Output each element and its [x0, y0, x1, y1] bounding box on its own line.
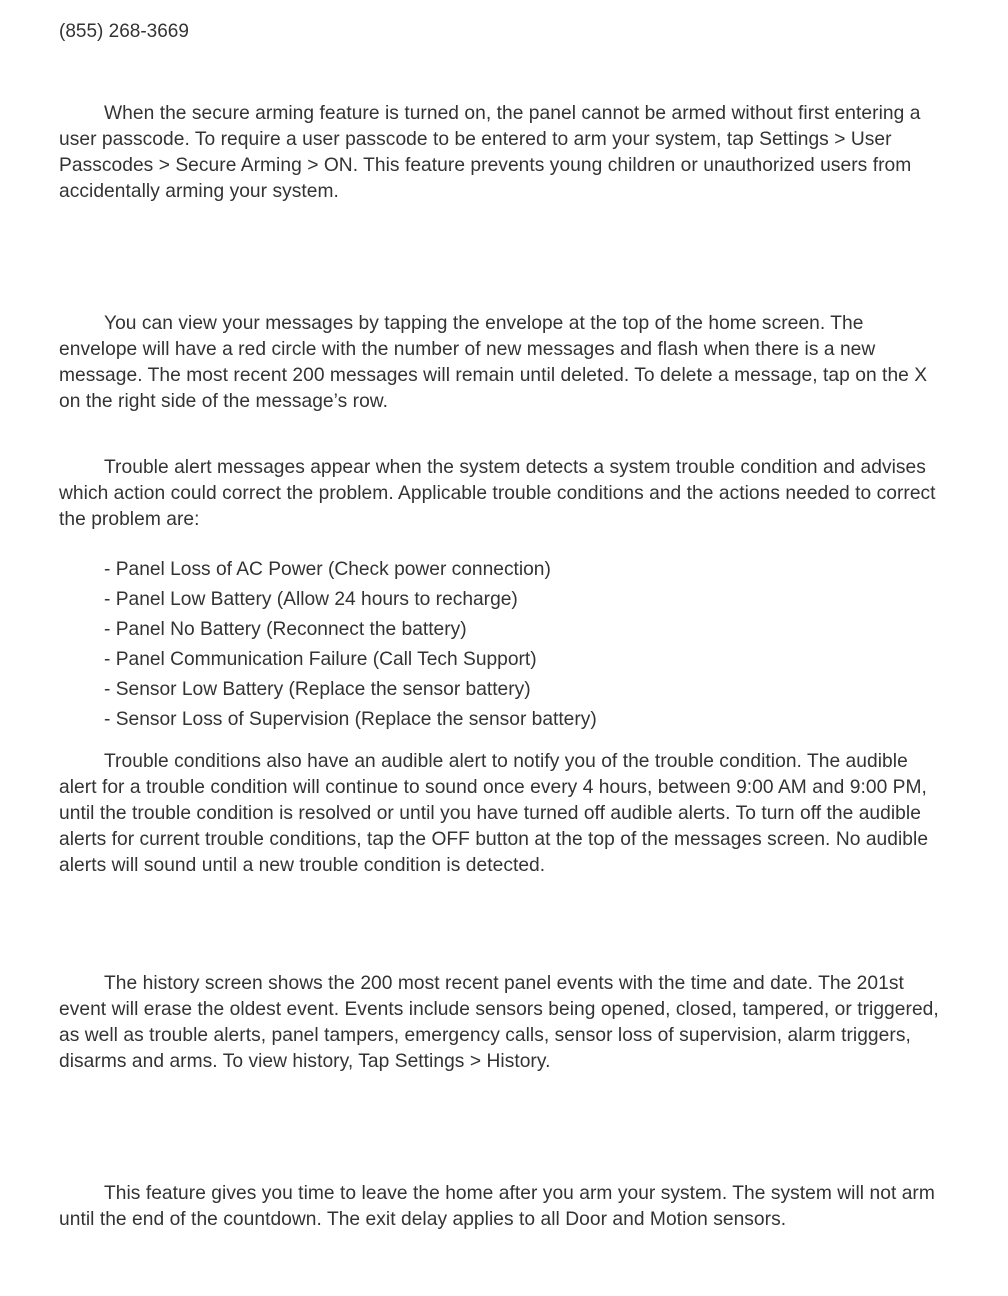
paragraph-history: The history screen shows the 200 most recent panel events with the time and date. The 201st event will erase the oldest event. Events include sensors being opened, closed, tampered, or triggered, as well as trouble alerts, panel tampers, emergency calls, sensor loss of supervision, alarm triggers, disarms and arms. To view history, Tap Settings > History. — [59, 973, 939, 1072]
list-item: - Sensor Loss of Supervision (Replace the sensor battery) — [104, 709, 597, 730]
paragraph-messages: You can view your messages by tapping the envelope at the top of the home screen. The envelope will have a red circle with the number of new messages and flash when there is a new message. The most recent 200 messages will remain until deleted. To delete a message, tap on the X on the right side of the message’s row. — [59, 313, 928, 412]
paragraph-exit-delay: This feature gives you time to leave the home after you arm your system. The system will not arm until the end of the countdown. The exit delay applies to all Door and Motion sensors. — [59, 1183, 935, 1230]
list-item: - Panel No Battery (Reconnect the battery) — [104, 619, 467, 640]
list-item: - Sensor Low Battery (Replace the sensor battery) — [104, 679, 531, 700]
paragraph-secure-arming: When the secure arming feature is turned on, the panel cannot be armed without first entering a user passcode. To require a user passcode to be entered to arm your system, tap Settings > User Passcodes > Secure Arming > ON. This feature prevents young children or unauthorized users from accidentally arming your system. — [59, 103, 921, 202]
list-item: - Panel Loss of AC Power (Check power connection) — [104, 559, 551, 580]
paragraph-trouble-alerts: Trouble alert messages appear when the system detects a system trouble condition and advises which action could correct the problem. Applicable trouble conditions and the actions needed to correct the problem are: — [59, 457, 936, 530]
trouble-conditions-list — [104, 555, 597, 735]
list-item: - Panel Low Battery (Allow 24 hours to recharge) — [104, 589, 518, 610]
list-item: - Panel Communication Failure (Call Tech Support) — [104, 649, 537, 670]
paragraph-audible-alerts: Trouble conditions also have an audible alert to notify you of the trouble condition. The audible alert for a trouble condition will continue to sound once every 4 hours, between 9:00 AM and 9:00 PM, until the trouble condition is resolved or until you have turned off audible alerts. To turn off the audible alerts for current trouble conditions, tap the OFF button at the top of the messages screen. No audible alerts will sound until a new trouble condition is detected. — [59, 751, 929, 876]
phone-number: (855) 268-3669 — [59, 21, 189, 42]
